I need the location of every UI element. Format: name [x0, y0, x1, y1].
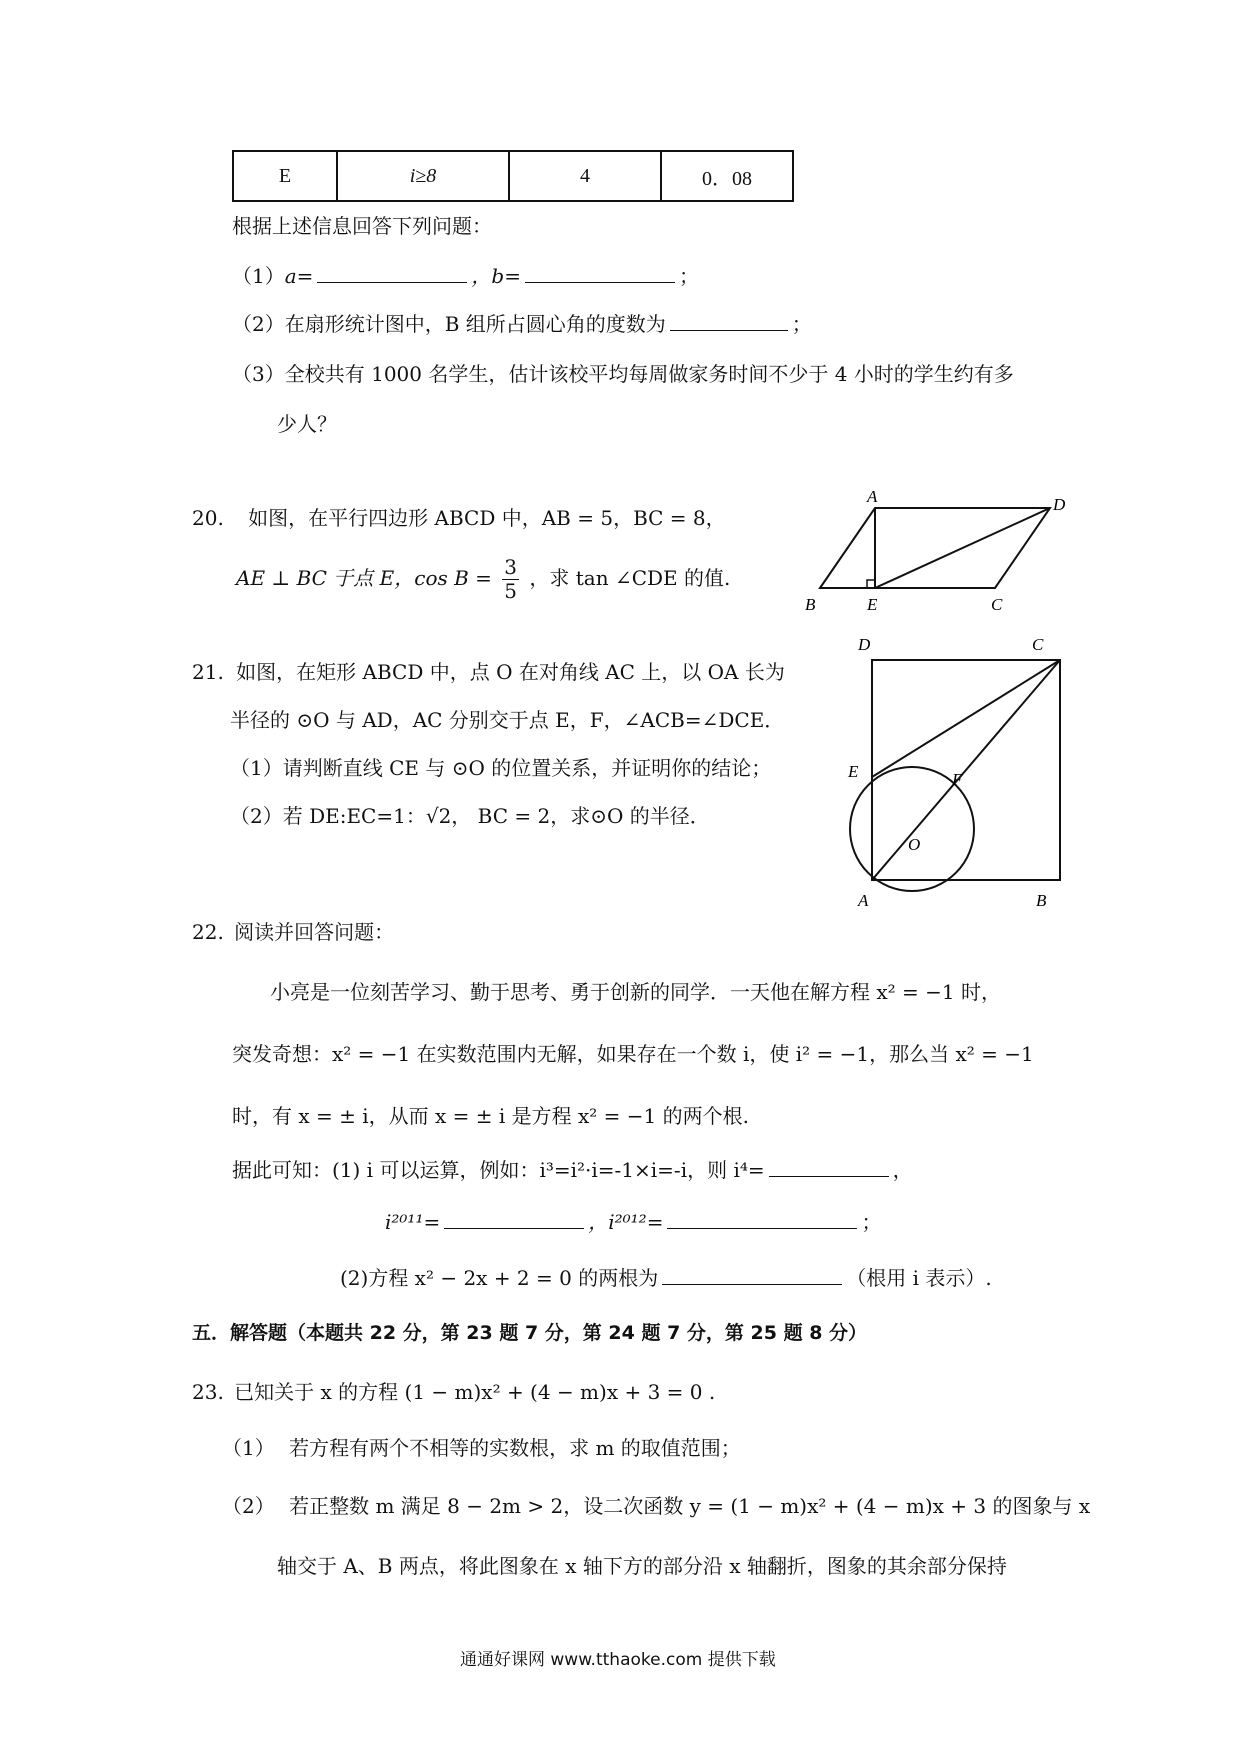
q22-title: 阅读并回答问题：: [234, 920, 395, 944]
q22-line3: 时，有 x = ± i，从而 x = ± i 是方程 x² = −1 的两个根.: [232, 1104, 749, 1128]
q19-p1-b: ，b=: [471, 264, 521, 288]
q23-p2-text: 若正整数 m 满足 8 − 2m > 2，设二次函数 y = (1 − m)x² + (4 − m)x + 3 的图象与 x: [289, 1494, 1091, 1518]
q22-l4b: ，: [892, 1158, 913, 1182]
q20-text1: 如图，在平行四边形 ABCD 中，AB = 5，BC = 8，: [248, 506, 726, 530]
q19-p1-end: ；: [678, 264, 699, 288]
q22-title-line: [192, 922, 394, 942]
right-angle-mark: [867, 580, 875, 588]
label-b: B: [805, 595, 816, 614]
q22-line6: [340, 1268, 992, 1288]
label-d: D: [858, 635, 871, 654]
table-cell-group: E: [233, 151, 337, 201]
q22-line1: 小亮是一位刻苦学习、勤于思考、勇于创新的同学．一天他在解方程 x² = −1 时，: [270, 980, 1001, 1004]
fraction-numerator: 3: [504, 555, 518, 579]
q22-l6a: (2)方程 x² − 2x + 2 = 0 的两根为: [340, 1266, 659, 1290]
data-table: [232, 150, 794, 202]
table-cell-time: i≥8: [337, 151, 509, 201]
rectangle-circle-figure: [820, 632, 1080, 912]
q19-p2-text: 在扇形统计图中，B 组所占圆心角的度数为: [284, 312, 666, 336]
label-a: A: [858, 891, 869, 910]
label-d: D: [1053, 495, 1066, 514]
q23-part2: [222, 1496, 1090, 1516]
label-c: C: [1032, 635, 1044, 654]
q19-p2-num: （2）: [232, 312, 285, 336]
footer-credit: 通通好课网 www.tthaoke.com 提供下载: [460, 1650, 776, 1670]
q19-p1-a: a=: [284, 264, 314, 288]
q19-p3-text: 全校共有 1000 名学生，估计该校平均每周做家务时间不少于 4 小时的学生约有多: [284, 362, 1014, 386]
label-e: E: [848, 762, 859, 781]
q20-text2b: ，求 tan ∠CDE 的值.: [529, 566, 731, 590]
q23-p2-cont: 轴交于 A、B 两点，将此图象在 x 轴下方的部分沿 x 轴翻折，图象的其余部分保持: [277, 1554, 1007, 1578]
answer-blank-angle[interactable]: [670, 329, 788, 331]
q22-num: 22.: [192, 920, 224, 944]
answer-blank-a[interactable]: [317, 281, 467, 283]
q21-text1: 如图，在矩形 ABCD 中，点 O 在对角线 AC 上，以 OA 长为: [236, 660, 785, 684]
q19-part3: [232, 364, 1014, 384]
q23-text1: 已知关于 x 的方程 (1 − m)x² + (4 − m)x + 3 = 0 .: [234, 1380, 716, 1404]
parallelogram-figure: [795, 488, 1085, 618]
q22-line2: 突发奇想：x² = −1 在实数范围内无解，如果存在一个数 i，使 i² = −1，那么当 x² = −1: [232, 1042, 1034, 1066]
answer-blank-i2011[interactable]: [444, 1227, 584, 1229]
q22-l5a: i²⁰¹¹=: [385, 1210, 441, 1234]
q20-text2a: AE ⊥ BC 于点 E，cos B =: [236, 566, 492, 590]
q19-p3-num: （3）: [232, 362, 285, 386]
q23-num: 23.: [192, 1380, 224, 1404]
segment-ed: [875, 508, 1050, 588]
q19-part1: [232, 266, 699, 286]
label-f: F: [952, 770, 963, 789]
q22-line4: [232, 1160, 913, 1180]
q23-p2-num: （2）: [222, 1494, 275, 1518]
q23-line1: [192, 1382, 715, 1402]
label-a: A: [867, 488, 878, 506]
q23-p1-text: 若方程有两个不相等的实数根，求 m 的取值范围；: [289, 1436, 741, 1460]
q22-l5c: ；: [861, 1210, 882, 1234]
label-o: O: [908, 835, 921, 854]
q22-l6b: （根用 i 表示）.: [846, 1266, 992, 1290]
q23-part1: [222, 1438, 741, 1458]
answer-blank-roots[interactable]: [662, 1283, 842, 1285]
segment-ce: [872, 660, 1060, 777]
table-row: [233, 151, 793, 201]
q19-p2-end: ；: [791, 312, 812, 336]
q21-num: 21.: [192, 660, 224, 684]
answer-blank-i2012[interactable]: [667, 1227, 857, 1229]
table-cell-freq: 0．08: [661, 151, 793, 201]
label-e: E: [867, 595, 878, 614]
diagonal-ac: [872, 660, 1060, 880]
q20-line2: [236, 556, 730, 603]
q19-intro: 根据上述信息回答下列问题：: [232, 214, 492, 238]
fraction-denominator: 5: [504, 579, 518, 603]
q19-p1-num: （1）: [232, 264, 285, 288]
section-heading: 五．解答题（本题共 22 分，第 23 题 7 分，第 24 题 7 分，第 25 题 8 分）: [192, 1322, 868, 1344]
q23-p1-num: （1）: [222, 1436, 275, 1460]
fraction: [502, 556, 519, 603]
q20-num: 20.: [192, 506, 224, 530]
q22-line5: [385, 1212, 881, 1232]
q19-p3-cont: 少人？: [277, 412, 337, 436]
parallelogram-abcd: [820, 508, 1050, 588]
label-b: B: [1036, 891, 1047, 910]
answer-blank-i4[interactable]: [769, 1175, 889, 1177]
q21-line2: 半径的 ⊙O 与 AD，AC 分别交于点 E，F，∠ACB=∠DCE．: [230, 708, 785, 732]
q22-l5b: ，i²⁰¹²=: [588, 1210, 664, 1234]
q21-line3: （1）请判断直线 CE 与 ⊙O 的位置关系，并证明你的结论；: [230, 756, 772, 780]
q22-l4a: 据此可知：(1) i 可以运算，例如：i³=i²·i=-1×i=-i，则 i⁴=: [232, 1158, 765, 1182]
q19-part2: [232, 314, 812, 334]
q21-line4: （2）若 DE:EC=1：√2， BC = 2，求⊙O 的半径．: [230, 804, 710, 828]
label-c: C: [991, 595, 1003, 614]
table-cell-count: 4: [509, 151, 661, 201]
q20-line1: [192, 508, 726, 528]
q21-line1: [192, 662, 785, 682]
answer-blank-b[interactable]: [525, 281, 675, 283]
